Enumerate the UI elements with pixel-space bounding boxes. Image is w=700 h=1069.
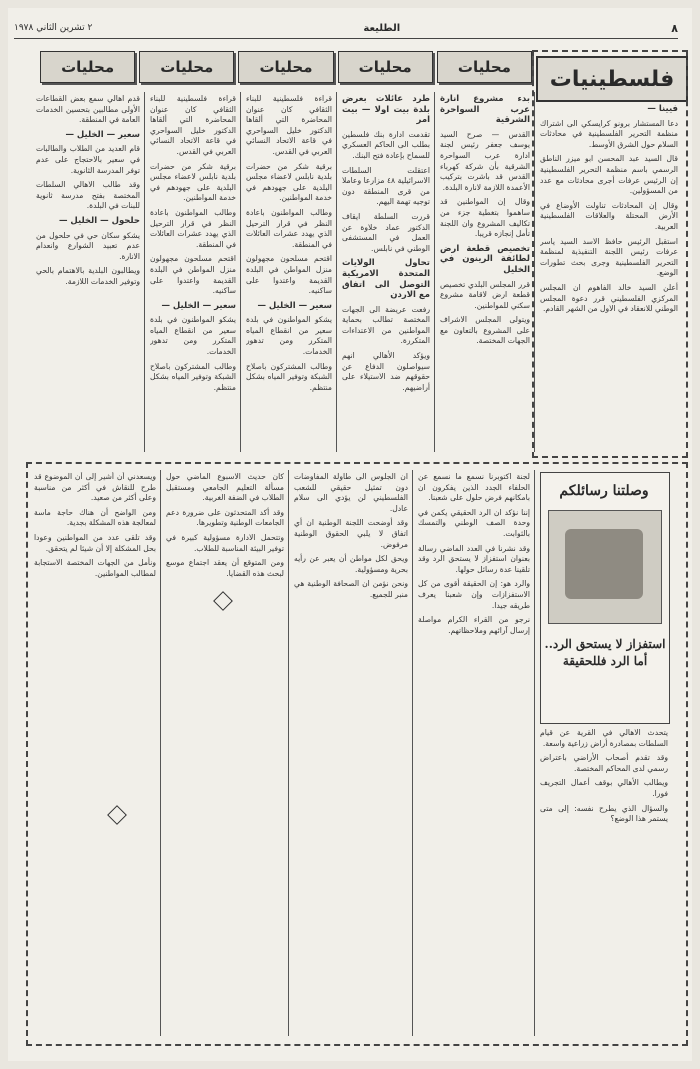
article-paragraph: القدس — صرح السيد يوسف جعفر رئيس لجنة ادارة عرب السواحرة الشرقية بأن شركة كهرباء القدس قد باشرت بتركيب الأعمدة اللازمة لانارة البلدة. <box>440 129 530 192</box>
article-paragraph: قام العديد من الطلاب والطالبات في سعير بالاحتجاج على عدم توفر المدرسة الثانوية. <box>36 144 140 175</box>
letters-illustration <box>548 510 662 624</box>
article-paragraph: أعلن السيد خالد الفاهوم ان المجلس المركزي الفلسطيني قرر دعوة المجلس الوطني للانعقاد في الاول من الشهر القادم. <box>540 282 678 314</box>
article-paragraph: وقد تلقى عدد من المواطنين وعودا بحل المشكلة إلا أن شيئا لم يتحقق. <box>34 532 156 553</box>
article-paragraph: قررت السلطة ايقاف الدكتور عماد خلاوة عن العمل في المستشفى الوطني في نابلس. <box>342 211 430 253</box>
column-local-4 <box>36 94 140 448</box>
article-headline: سعير — الخليل — <box>257 300 332 311</box>
article-paragraph: وطالب المشتركون باصلاح الشبكة وتوفير المياه بشكل منتظم. <box>246 361 332 392</box>
banner-label: محليات <box>139 51 234 83</box>
article-paragraph: اقتحم مسلحون مجهولون منزل المواطن في البلدة القديمة واعتدوا على ساكنيه. <box>150 254 236 296</box>
newspaper-name: الطليعة <box>363 22 401 34</box>
letters-column-5 <box>540 728 668 1032</box>
article-paragraph: وقد أكد المتحدثون على ضرورة دعم الجامعات الوطنية وتطويرها. <box>166 507 284 528</box>
banner-label: محليات <box>437 51 532 83</box>
article-headline: طرد عائلات بعرض بلدة بيت اولا — بيت امر <box>342 94 430 126</box>
article-paragraph: إننا نؤكد ان الرد الحقيقي يكمن في وحدة الصف الوطني والتمسك بالثوابت. <box>418 507 530 538</box>
article-headline: سعير — الخليل — <box>65 129 140 140</box>
letters-column-2 <box>294 472 408 1032</box>
article-headline: بدء مشروع انارة عرب السواحرة الشرقية <box>440 94 530 126</box>
article-paragraph: وقد أوضحت اللجنة الوطنية ان أي اتفاق لا يلبي الحقوق الوطنية مرفوض. <box>294 518 408 549</box>
article-paragraph: ويحق لكل مواطن أن يعبر عن رأيه بحرية ومسؤولية. <box>294 554 408 574</box>
article-paragraph: ان الجلوس الى طاولة المفاوضات دون تمثيل حقيقي للشعب الفلسطيني لن يؤدي الى سلام عادل. <box>294 472 408 513</box>
column-rule <box>434 92 435 452</box>
article-paragraph: ويسعدني أن أشير إلى أن الموضوع قد طرح للنقاش في أكثر من مناسبة وعلى أكثر من صعيد. <box>34 472 156 503</box>
column-rule <box>240 92 241 452</box>
article-paragraph: ومن المتوقع أن يعقد اجتماع موسع لبحث هذه القضايا. <box>166 558 284 578</box>
article-paragraph: اعتقلت السلطات الاسرائيلية ٤٨ مزارعا وعاملا من قرى المنطقة دون توجيه تهمة اليهم. <box>342 165 430 207</box>
issue-date: ٢ تشرين الثاني ١٩٧٨ <box>14 23 93 33</box>
article-paragraph: وقال إن المحادثات تناولت الأوضاع في الأرض المحتلة والعلاقات الفلسطينية العربية. <box>540 200 678 231</box>
column-rule <box>288 470 289 1036</box>
column-local-1 <box>440 94 530 448</box>
column-rule <box>144 92 145 452</box>
article-paragraph: والسؤال الذي يطرح نفسه: إلى متى يستمر هذا الوضع؟ <box>540 803 668 824</box>
article-headline: تخصيص قطعة ارض لطائفة الرينون في الخليل <box>440 243 530 275</box>
article-paragraph: ويتولى المجلس الاشراف على المشروع بالتعاون مع الجهات المختصة. <box>440 315 530 346</box>
column-local-3 <box>246 94 332 448</box>
article-paragraph: وقال إن المواطنين قد ساهموا بتغطية جزء من تكاليف المشروع وان اللجنة تأمل إنجازه قريبا. <box>440 197 530 239</box>
article-paragraph: ويؤكد الأهالي انهم سيواصلون الدفاع عن حقوقهم ضد الاستيلاء على أراضيهم. <box>342 351 430 392</box>
article-paragraph: قراءة فلسطينية للبناء الثقافي كان عنوان المحاضرة التي ألقاها الدكتور خليل السواحري في قاعة الاتحاد النسائي العربي في القدس. <box>150 94 236 156</box>
article-paragraph: يتحدث الاهالي في القرية عن قيام السلطات بمصادرة أراض زراعية واسعة. <box>540 728 668 748</box>
column-rule <box>336 92 337 452</box>
letters-caption: استفزاز لا يستحق الرد.. أما الرد فللحقيقة <box>544 637 666 668</box>
article-paragraph: قال السيد عبد المحسن ابو ميزر الناطق الرسمي باسم منظمة التحرير الفلسطينية إن الرئيس عرفات أجرى محادثات مع عدد من المسؤولين. <box>540 154 678 196</box>
banner-label: محليات <box>40 51 135 83</box>
article-paragraph: والرد هو: إن الحقيقة أقوى من كل الاستفزازات وإن شعبنا يعرف طريقه جيدا. <box>418 579 530 610</box>
column-local-2 <box>342 94 430 448</box>
article-paragraph: يشكو المواطنون في بلدة سعير من انقطاع المياه المتكرر ومن تدهور الخدمات. <box>246 315 332 357</box>
column-rule <box>534 470 535 1036</box>
column-palestiniyat <box>540 104 678 448</box>
palestiniyat-title: فلسطينيات <box>536 56 688 102</box>
column-rule <box>412 470 413 1036</box>
article-paragraph: كان حديث الاسبوع الماضي حول مسألة التعليم الجامعي ومستقبل الطلاب في الضفة الغربية. <box>166 472 284 503</box>
article-paragraph: برقية شكر من حضرات بلدية نابلس لاعضاء مجلس البلدية على جهودهم في خدمة المواطنين. <box>246 161 332 203</box>
article-paragraph: دعا المستشار برونو كرايسكي الى اشتراك منظمة التحرير الفلسطينية في محادثات السلام حول الشرق الأوسط. <box>540 118 678 149</box>
article-paragraph: ونحن نؤمن ان الصحافة الوطنية هي منبر للجميع. <box>294 579 408 599</box>
article-paragraph: يشكو سكان حي في حلحول من عدم تعبيد الشوارع وانعدام الانارة. <box>36 230 140 261</box>
article-paragraph: وقد نشرنا في العدد الماضي رسالة بعنوان استفزاز لا يستحق الرد وقد تلقينا عدة رسائل حولها. <box>418 543 530 574</box>
article-paragraph: وطالب المشتركون باصلاح الشبكة وتوفير المياه بشكل منتظم. <box>150 361 236 392</box>
banner-label: محليات <box>338 51 433 83</box>
article-headline: سعير — الخليل — <box>161 300 236 311</box>
letters-column-3 <box>166 472 284 1032</box>
article-paragraph: يشكو المواطنون في بلدة سعير من انقطاع المياه المتكرر ومن تدهور الخدمات. <box>150 315 236 357</box>
article-headline: تحاول الولايات المتحدة الامريكية التوصل الى اتفاق مع الاردن <box>342 258 430 301</box>
article-paragraph: قرر المجلس البلدي تخصيص قطعة ارض لاقامة مشروع سكني للمواطنين. <box>440 279 530 310</box>
article-paragraph: وقد طالب الاهالي السلطات المختصة بفتح مدرسة ثانوية للبنات في البلدة. <box>36 180 140 211</box>
article-paragraph: قراءة فلسطينية للبناء الثقافي كان عنوان المحاضرة التي ألقاها الدكتور خليل السواحري في قاعة الاتحاد النسائي العربي في القدس. <box>246 94 332 156</box>
column-local-5 <box>150 94 236 448</box>
banner-label: محليات <box>238 51 333 83</box>
letters-column-4 <box>34 472 156 1032</box>
masthead <box>14 18 678 39</box>
article-paragraph: استقبل الرئيس حافظ الاسد السيد ياسر عرفات رئيس اللجنة التنفيذية لمنظمة التحرير الفلسطينية وجرى بحث تطورات الوضع. <box>540 236 678 278</box>
article-paragraph: وطالب المواطنون باعادة النظر في قرار الترحيل الذي يهدد عشرات العائلات في المنطقة. <box>246 207 332 249</box>
article-paragraph: وقد تقدم أصحاب الأراضي باعتراض رسمي لدى المحاكم المختصة. <box>540 753 668 773</box>
article-paragraph: نرجو من القراء الكرام مواصلة إرسال آرائهم وملاحظاتهم. <box>418 615 530 635</box>
article-paragraph: برقية شكر من حضرات بلدية نابلس لاعضاء مجلس البلدية على جهودهم في خدمة المواطنين. <box>150 161 236 203</box>
letters-column-1 <box>418 472 530 1032</box>
article-headline: فيينا — <box>647 104 678 114</box>
column-rule <box>160 470 161 1036</box>
article-paragraph: اقتحم مسلحون مجهولون منزل المواطن في البلدة القديمة واعتدوا على ساكنيه. <box>246 254 332 296</box>
article-paragraph: ومن الواضح أن هناك حاجة ماسة لمعالجة هذه المشكلة بجدية. <box>34 507 156 528</box>
article-paragraph: ونأمل من الجهات المختصة الاستجابة لمطالب المواطنين. <box>34 558 156 578</box>
article-paragraph: تقدمت ادارة بنك فلسطين بطلب الى الحاكم العسكري للسماح بإعادة فتح البنك. <box>342 129 430 160</box>
letters-headline: وصلتنا رسائلكم <box>559 483 649 499</box>
article-paragraph: ويطالبون البلدية بالاهتمام بالحي وتوفير الخدمات اللازمة. <box>36 266 140 286</box>
article-headline: حلحول — الخليل — <box>58 215 140 226</box>
article-paragraph: لجنة اكتوبرنا نسمع ما نسمع عن الحلفاء الجدد الذين يفكرون ان بامكانهم فرض حلول على شعبنا. <box>418 472 530 503</box>
page-number: ٨ <box>671 21 678 35</box>
article-paragraph: رفعت عريضة الى الجهات المختصة تطالب بحماية المواطنين من الاعتداءات المتكررة. <box>342 304 430 346</box>
article-paragraph: وتتحمل الادارة مسؤولية كبيرة في توفير البيئة المناسبة للطلاب. <box>166 532 284 553</box>
section-banner <box>40 48 532 86</box>
article-paragraph: وطالب المواطنون باعادة النظر في قرار الترحيل الذي يهدد عشرات العائلات في المنطقة. <box>150 207 236 249</box>
article-paragraph: ويطالب الأهالي بوقف أعمال التجريف فورا. <box>540 778 668 798</box>
article-paragraph: قدم اهالي سمع بعض القطاعات الأولى مطالبين بتحسين الخدمات العامة في المنطقة. <box>36 94 140 125</box>
